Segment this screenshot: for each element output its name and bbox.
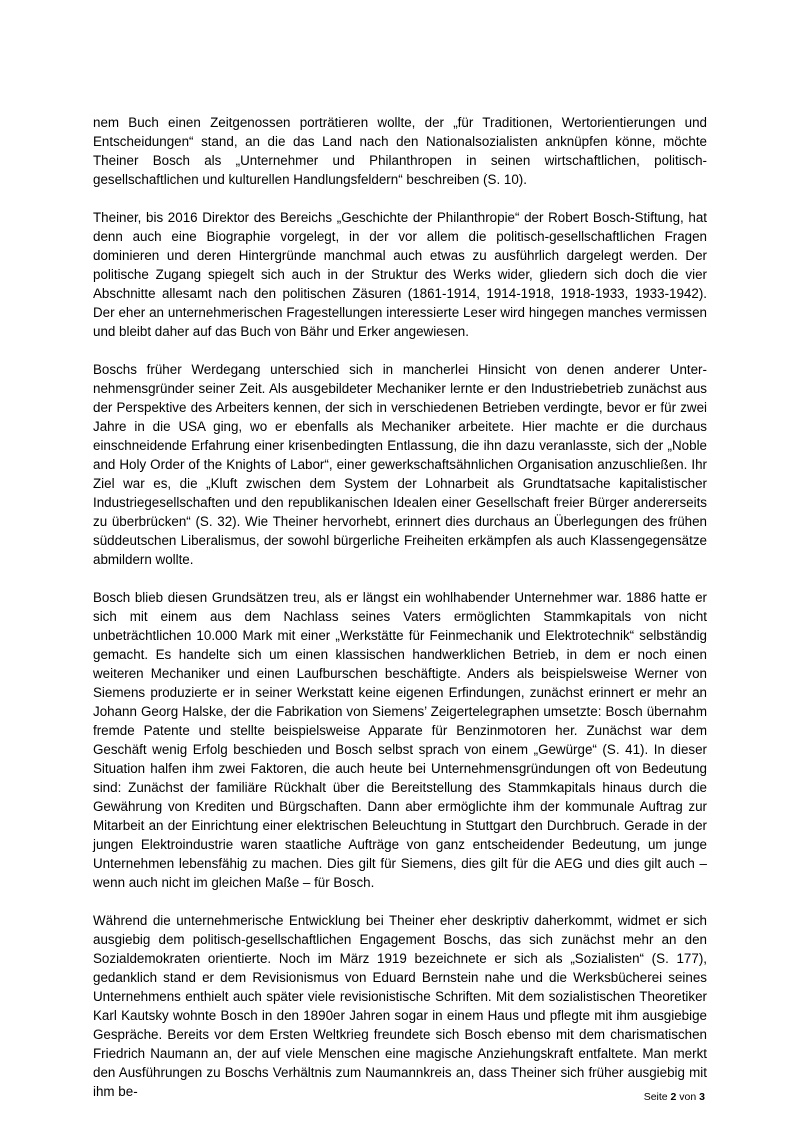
- body-text: [93, 113, 707, 1120]
- paragraph-2: Theiner, bis 2016 Direktor des Bereichs „Geschichte der Philanthropie“ der Robert Bosch-Stiftung, hat denn auch eine Biographie vorgelegt, in der vor allem die politisch-gesellschaftlichen Fragen dominieren und deren Hintergründe manchmal auch etwas zu ausführlich dargelegt werden. Der politische Zugang spiegelt sich auch in der Struktur des Werks wider, gliedern sich doch die vier Abschnitte allesamt nach den politischen Zäsuren (1861-1914, 1914-1918, 1918-1933, 1933-1942). Der eher an unternehmerischen Fragestellungen interessierte Leser wird hingegen manches vermissen und bleibt daher auf das Buch von Bähr und Erker angewiesen.: [93, 210, 707, 339]
- paragraph-1: nem Buch einen Zeitgenossen porträtieren wollte, der „für Traditionen, Wertorientierungen und Entscheidungen“ stand, an die das Land nach den Nationalsozialisten anknüpfen könne, möchte Theiner Bosch als „Unternehmer und Philanthropen in seinen wirtschaftlichen, politisch-gesellschaftlichen und kulturellen Handlungsfeldern“ beschreiben (S. 10).: [93, 115, 707, 187]
- footer-middle: von: [676, 1091, 700, 1103]
- paragraph-5: Während die unternehmerische Entwicklung bei Theiner eher deskriptiv daherkommt, widmet er sich ausgiebig dem politisch-gesellschaftlichen Engagement Boschs, das sich zunächst mehr an den Sozialdemokraten orientierte. Noch im März 1919 bezeichnete er sich als „Sozialisten“ (S. 177), gedanklich stand er dem Revisionismus von Eduard Bernstein nahe und die Werksbücherei seines Unternehmens enthielt auch später viele revisionistische Schriften. Mit dem sozialistischen Theoretiker Karl Kautsky wohnte Bosch in den 1890er Jahren sogar in einem Haus und pflegte mit ihm ausgiebige Gespräche. Bereits vor dem Ersten Weltkrieg freundete sich Bosch ebenso mit dem charismatischen Friedrich Naumann an, der auf viele Menschen eine magische Anziehungskraft entfaltete. Man merkt den Ausführungen zu Boschs Verhältnis zum Naumannkreis an, dass Theiner sich früher ausgiebig mit ihm be-: [93, 913, 707, 1099]
- paragraph-4: Bosch blieb diesen Grundsätzen treu, als er längst ein wohlhabender Unternehmer war. 1886 hatte er sich mit einem aus dem Nachlass seines Vaters ermöglichten Stammkapitals von nicht unbeträchtlichen 10.000 Mark mit einer „Werkstätte für Feinmechanik und Elektrotechnik“ selbständig gemacht. Es handelte sich um einen klassischen handwerklichen Betrieb, in dem er noch einen weiteren Mechaniker und einen Laufburschen beschäftigte. Anders als beispielsweise Werner von Siemens produzierte er in seiner Werkstatt keine eigenen Erfindungen, zunächst erinnert er mehr an Johann Georg Halske, der die Fabrikation von Siemens’ Zeigertelegraphen umsetzte: Bosch übernahm fremde Patente und stellte beispielsweise Apparate für Benzinmotoren her. Zunächst war dem Geschäft wenig Erfolg beschieden und Bosch selbst sprach von einem „Gewürge“ (S. 41). In dieser Situation halfen ihm zwei Faktoren, die auch heute bei Unternehmensgründungen oft von Bedeutung sind: Zunächst der familiäre Rückhalt über die Bereitstellung des Stammkapitals hinaus durch die Gewährung von Krediten und Bürgschaften. Dann aber ermöglichte ihm der kommunale Auftrag zur Mitarbeit an der Einrichtung einer elektrischen Beleuchtung in Stuttgart den Durchbruch. Gerade in der jungen Elektroindustrie waren staatliche Aufträge von ganz entscheidender Bedeutung, um junge Unternehmen lebensfähig zu machen. Dies gilt für Siemens, dies gilt für die AEG und dies gilt auch – wenn auch nicht im gleichen Maße – für Bosch.: [93, 590, 707, 890]
- footer-total-pages: 3: [699, 1091, 705, 1103]
- footer-page-number: 2: [670, 1091, 677, 1103]
- page-footer: [644, 1091, 705, 1103]
- footer-prefix: Seite: [643, 1091, 671, 1103]
- paragraph-3: Boschs früher Werdegang unterschied sich in mancherlei Hinsicht von denen anderer Unternehmensgründer seiner Zeit. Als ausgebildeter Mechaniker lernte er den Industriebetrieb zunächst aus der Perspektive des Arbeiters kennen, der sich in verschiedenen Betrieben verdingte, bevor er für zwei Jahre in die USA ging, wo er ebenfalls als Mechaniker arbeitete. Hier machte er die durchaus einschneidende Erfahrung einer krisenbedingten Entlassung, die ihn dazu veranlasste, sich der „Noble and Holy Order of the Knights of Labor“, einer gewerkschaftsähnlichen Organisation anzuschließen. Ihr Ziel war es, die „Kluft zwischen dem System der Lohnarbeit als Grundtatsache kapitalistischer Industriegesellschaften und den republikanischen Idealen einer Gesellschaft freier Bürger andererseits zu überbrücken“ (S. 32). Wie Theiner hervorhebt, erinnert dies durchaus an Überlegungen des frühen süddeutschen Liberalismus, der sowohl bürgerliche Freiheiten erkämpfen als auch Klassengegensätze abmildern wollte.: [93, 362, 707, 567]
